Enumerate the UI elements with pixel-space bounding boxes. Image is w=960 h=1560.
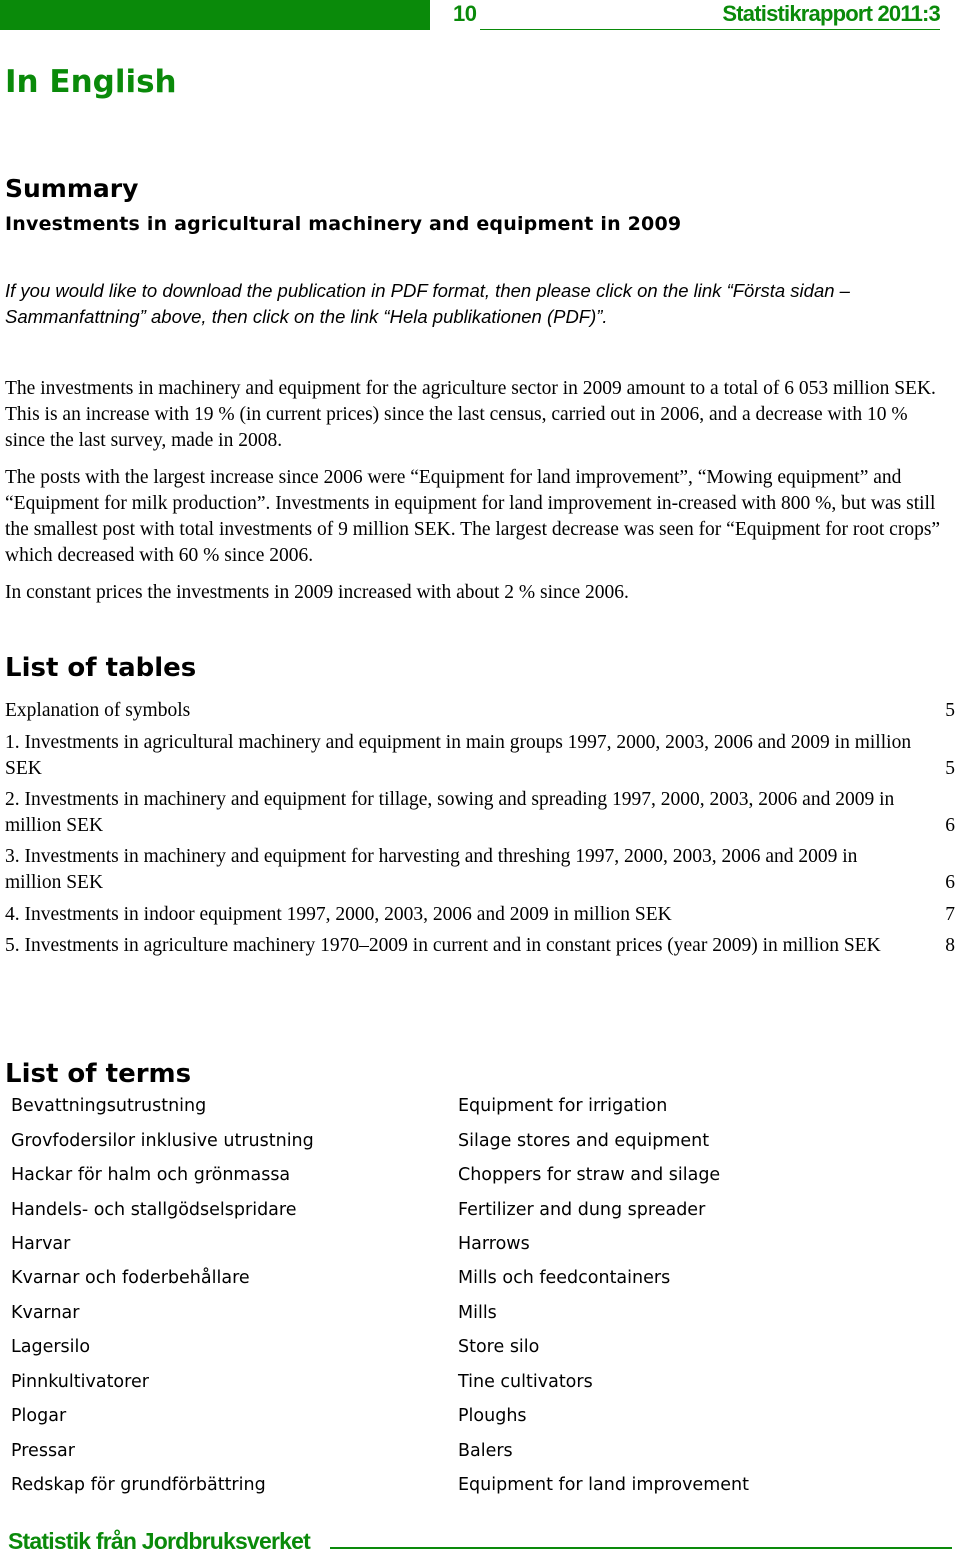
list-of-tables-heading: List of tables bbox=[5, 653, 197, 683]
toc-item-label: 5. Investments in agriculture machinery 1970–2009 in current and in constant prices (year 2009) in million SEK bbox=[5, 935, 881, 956]
term-english: Tine cultivators bbox=[458, 1372, 593, 1392]
term-row bbox=[0, 1337, 960, 1371]
term-row bbox=[0, 1096, 960, 1130]
term-swedish: Plogar bbox=[11, 1406, 67, 1426]
term-row bbox=[0, 1475, 960, 1509]
header-rule bbox=[480, 29, 940, 30]
term-english: Silage stores and equipment bbox=[458, 1131, 710, 1151]
toc-item-page: 5 bbox=[945, 758, 955, 779]
summary-heading: Summary bbox=[5, 174, 139, 203]
footer-rule bbox=[330, 1547, 952, 1549]
term-english: Mills och feedcontainers bbox=[458, 1268, 671, 1288]
report-title: Statistikrapport 2011:3 bbox=[722, 1, 940, 26]
term-english: Mills bbox=[458, 1303, 497, 1323]
toc-item[interactable] bbox=[5, 844, 955, 896]
toc-item-label: Explanation of symbols bbox=[5, 700, 191, 721]
term-swedish: Harvar bbox=[11, 1234, 71, 1254]
summary-paragraph-2: The posts with the largest increase since 2006 were “Equipment for land improvement”, “Mowing equipment” and “Equipment for milk production”. Investments in equipment for land improvement in-creased with 800 %, but was still the smallest post with total investments of 9 million SEK. The largest decrease was seen for “Equipment for root crops” which decreased with 60 % since 2006. bbox=[5, 467, 941, 566]
term-swedish: Handels- och stallgödselspridare bbox=[11, 1200, 297, 1220]
term-english: Choppers for straw and silage bbox=[458, 1165, 721, 1185]
footer-label: Statistik från Jordbruksverket bbox=[8, 1528, 310, 1554]
term-row bbox=[0, 1234, 960, 1268]
page-footer bbox=[0, 1528, 960, 1560]
toc-item-label: 1. Investments in agricultural machinery and equipment in main groups 1997, 2000, 2003, 2006 and 2009 in million SEK bbox=[5, 732, 912, 779]
toc-item[interactable] bbox=[5, 730, 955, 782]
term-row bbox=[0, 1200, 960, 1234]
term-row bbox=[0, 1406, 960, 1440]
term-english: Ploughs bbox=[458, 1406, 527, 1426]
toc-item-label: 3. Investments in machinery and equipment for harvesting and threshing 1997, 2000, 2003, 2006 and 2009 in million SEK bbox=[5, 846, 858, 893]
term-row bbox=[0, 1268, 960, 1302]
term-swedish: Pressar bbox=[11, 1441, 75, 1461]
term-row bbox=[0, 1441, 960, 1475]
term-swedish: Hackar för halm och grönmassa bbox=[11, 1165, 291, 1185]
term-swedish: Bevattningsutrustning bbox=[11, 1096, 207, 1116]
term-english: Equipment for irrigation bbox=[458, 1096, 668, 1116]
term-english: Store silo bbox=[458, 1337, 540, 1357]
term-english: Fertilizer and dung spreader bbox=[458, 1200, 706, 1220]
term-swedish: Lagersilo bbox=[11, 1337, 91, 1357]
term-swedish: Kvarnar bbox=[11, 1303, 80, 1323]
term-swedish: Pinnkultivatorer bbox=[11, 1372, 149, 1392]
summary-paragraph-1: The investments in machinery and equipment for the agriculture sector in 2009 amount to a total of 6 053 million SEK. This is an increase with 19 % (in current prices) since the last census, carried out in 2006, and a decrease with 10 % since the last survey, made in 2008. bbox=[5, 378, 936, 451]
summary-subheading: Investments in agricultural machinery and equipment in 2009 bbox=[5, 213, 682, 235]
term-english: Harrows bbox=[458, 1234, 530, 1254]
toc-item-label: 4. Investments in indoor equipment 1997, 2000, 2003, 2006 and 2009 in million SEK bbox=[5, 904, 672, 925]
list-of-terms-heading: List of terms bbox=[5, 1059, 192, 1089]
section-title: In English bbox=[5, 64, 177, 100]
term-row bbox=[0, 1303, 960, 1337]
term-row bbox=[0, 1165, 960, 1199]
toc-item-page: 8 bbox=[945, 935, 955, 956]
toc-item-page: 5 bbox=[945, 700, 955, 721]
term-swedish: Grovfodersilor inklusive utrustning bbox=[11, 1131, 314, 1151]
toc-item-page: 6 bbox=[945, 872, 955, 893]
header-color-band bbox=[0, 0, 430, 30]
toc-item-page: 7 bbox=[945, 904, 955, 925]
toc-item[interactable] bbox=[5, 902, 955, 928]
download-instructions: If you would like to download the publication in PDF format, then please click on the link “Första sidan – Sammanfattning” above, then click on the link “Hela publikationen (PDF)”. bbox=[5, 280, 850, 327]
toc-item[interactable] bbox=[5, 698, 955, 724]
term-row bbox=[0, 1372, 960, 1406]
term-english: Equipment for land improvement bbox=[458, 1475, 749, 1495]
toc-item[interactable] bbox=[5, 933, 955, 959]
toc-item-page: 6 bbox=[945, 815, 955, 836]
term-row bbox=[0, 1131, 960, 1165]
page-number: 10 bbox=[453, 1, 477, 26]
toc-item-label: 2. Investments in machinery and equipment for tillage, sowing and spreading 1997, 2000, 2003, 2006 and 2009 in million SEK bbox=[5, 789, 895, 836]
toc-item[interactable] bbox=[5, 787, 955, 839]
term-swedish: Kvarnar och foderbehållare bbox=[11, 1268, 250, 1288]
summary-paragraph-3: In constant prices the investments in 2009 increased with about 2 % since 2006. bbox=[5, 582, 629, 603]
term-swedish: Redskap för grundförbättring bbox=[11, 1475, 266, 1495]
term-english: Balers bbox=[458, 1441, 513, 1461]
page-header bbox=[0, 0, 960, 30]
